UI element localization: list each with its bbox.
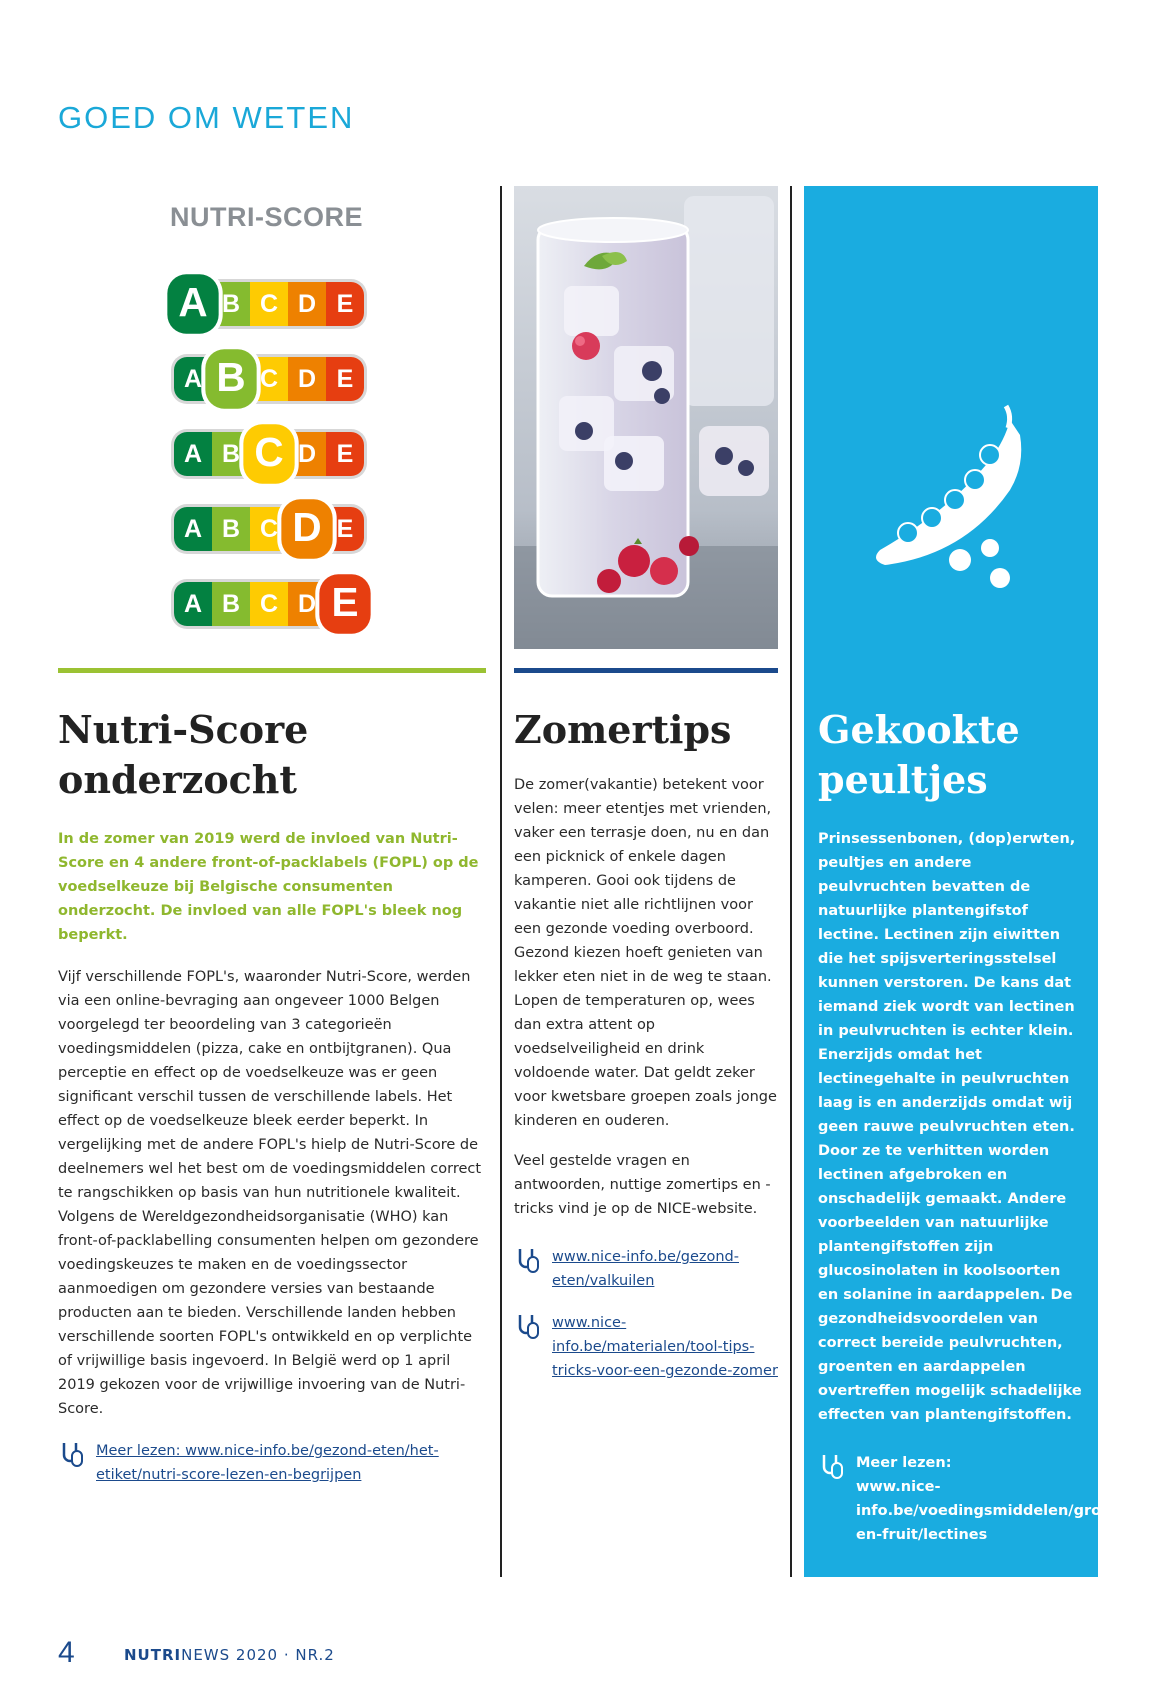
section-label: GOED OM WETEN [58, 100, 355, 135]
page-number: 4 [58, 1636, 75, 1669]
summer-drink-photo [514, 186, 778, 649]
magazine-title: NUTRINEWS 2020 · NR.2 [124, 1646, 335, 1664]
nutriscore-letter: E [319, 574, 370, 633]
nutriscore-label-a [174, 282, 364, 326]
nutriscore-brand: NUTRI-SCORE [170, 202, 363, 232]
read-more-label: Meer lezen: [856, 1455, 952, 1471]
nutriscore-letter: A [167, 274, 218, 333]
article-nutriscore [58, 705, 488, 1487]
nutriscore-letter: C [250, 582, 288, 626]
article-body: Prinsessenbonen, (dop)erwten, peultjes en andere peulvruchten bevatten de natuurlijke plantengifstof lectine. Lectinen zijn eiwitten die het spijsverteringsstelsel kunnen verstoren. De kans dat iemand ziek wordt van lectinen in peulvruchten is echter klein. Enerzijds omdat het lectinegehalte in peulvruchten laag is en anderzijds omdat wij geen rauwe peulvruchten eten. Door ze te verhitten worden lectinen afgebroken en onschadelijk gemaakt. Andere voorbeelden van natuurlijke plantengifstoffen zijn glucosinolaten in koolsoorten en solanine in aardappelen. De gezondheidsvoordelen van correct bereide peulvruchten, groenten en aardappelen overtreffen mogelijk schadelijke effecten van plantengifstoffen. [818, 831, 1082, 1423]
navy-rule [514, 668, 778, 673]
nutriscore-label-d [174, 507, 364, 551]
read-more-link[interactable]: www.nice-info.be/voedingsmiddelen/groenten-en-fruit/lectines [856, 1479, 1155, 1543]
nutriscore-letter: C [250, 357, 288, 401]
nutriscore-letter: B [212, 582, 250, 626]
article-body: Vijf verschillende FOPL's, waaronder Nutri-Score, werden via een online-bevraging aan ongeveer 1000 Belgen voorgelegd ter beoordeling van 3 categorieën voedingsmiddelen (pizza, cake en ontbijtgranen). Qua perceptie en effect op de voedselkeuze was er geen significant verschil tussen de verschillende labels. Het effect op de voedselkeuze bleek eerder beperkt. In vergelijking met de andere FOPL's hielp de Nutri-Score de deelnemers wel het best om de voedingsmiddelen correct te rangschikken op basis van hun nutritionele kwaliteit. [58, 969, 482, 1201]
nutriscore-letter: B [205, 349, 256, 408]
website-link[interactable]: www.nice-info.be/gezond-eten/valkuilen [552, 1249, 739, 1289]
article-peultjes [818, 705, 1155, 1547]
nutriscore-letter: D [281, 499, 332, 558]
link-icon [818, 1451, 848, 1481]
nutriscore-letter: E [326, 282, 364, 326]
nutriscore-letter: E [326, 507, 364, 551]
article-body: De zomer(vakantie) betekent voor velen: meer etentjes met vrienden, vaker een terrasje doen, nu en dan een picknick of enkele dagen kamperen. Gooi ook tijdens de vakantie niet alle richtlijnen voor een gezonde voeding overboord. Gezond kiezen hoeft genieten van lekker eten niet in de weg te staan. Lopen de temperaturen op, wees dan extra attent op voedselveiligheid en drink voldoende water. Dat geldt zeker voor kwetsbare groepen zoals jonge kinderen en ouderen. [514, 777, 777, 1129]
article-title: Gekookte peultjes [818, 707, 1020, 802]
link-icon [58, 1439, 88, 1469]
nutriscore-letter: D [288, 357, 326, 401]
nutriscore-letter: B [212, 432, 250, 476]
nutriscore-letter: C [250, 507, 288, 551]
nutriscore-letter: A [174, 357, 212, 401]
green-rule [58, 668, 486, 673]
nutriscore-letter: D [288, 282, 326, 326]
nutriscore-label-c [174, 432, 364, 476]
nutriscore-letter: A [174, 582, 212, 626]
article-body: Veel gestelde vragen en antwoorden, nuttige zomertips en -tricks vind je op de NICE-website. [514, 1153, 771, 1217]
nutriscore-letter: D [288, 582, 326, 626]
nutriscore-label-e [174, 582, 364, 626]
article-body: Volgens de Wereldgezondheidsorganisatie (WHO) kan front-of-packlabelling consumenten helpen om gezondere voedingskeuzes te maken en de voedingssector aanmoedigen om gezondere versies van bestaande producten aan te bieden. Verschillende landen hebben verschillende soorten FOPL's ontwikkeld en op verplichte of vrijwillige basis ingevoerd. In België werd op 1 april 2019 gekozen voor de vrijwillige invoering van de Nutri-Score. [58, 1209, 479, 1417]
nutriscore-letter: E [326, 432, 364, 476]
nutriscore-letter: A [174, 507, 212, 551]
article-zomertips [514, 705, 778, 1383]
article-title: Zomertips [514, 707, 732, 752]
nutriscore-letter: C [250, 282, 288, 326]
nutriscore-label-b [174, 357, 364, 401]
pea-pod-icon [850, 400, 1050, 604]
column-separator [790, 186, 792, 1577]
nutriscore-letter: D [288, 432, 326, 476]
link-icon [514, 1311, 544, 1341]
nutriscore-letter: B [212, 282, 250, 326]
nutriscore-letter: A [174, 432, 212, 476]
link-icon [514, 1245, 544, 1275]
article-intro: In de zomer van 2019 werd de invloed van Nutri-Score en 4 andere front-of-packlabels (FOPL) op de voedselkeuze bij Belgische consumenten onderzocht. De invloed van alle FOPL's bleek nog beperkt. [58, 831, 479, 943]
nutriscore-letter: B [212, 507, 250, 551]
read-more-link[interactable]: Meer lezen: www.nice-info.be/gezond-eten/het-etiket/nutri-score-lezen-en-begrijpen [96, 1443, 439, 1483]
article-title: Nutri-Score onderzocht [58, 707, 309, 802]
column-separator [500, 186, 502, 1577]
website-link[interactable]: www.nice-info.be/materialen/tool-tips-tricks-voor-een-gezonde-zomer [552, 1315, 778, 1379]
nutriscore-letter: C [243, 424, 294, 483]
nutriscore-letter: E [326, 357, 364, 401]
